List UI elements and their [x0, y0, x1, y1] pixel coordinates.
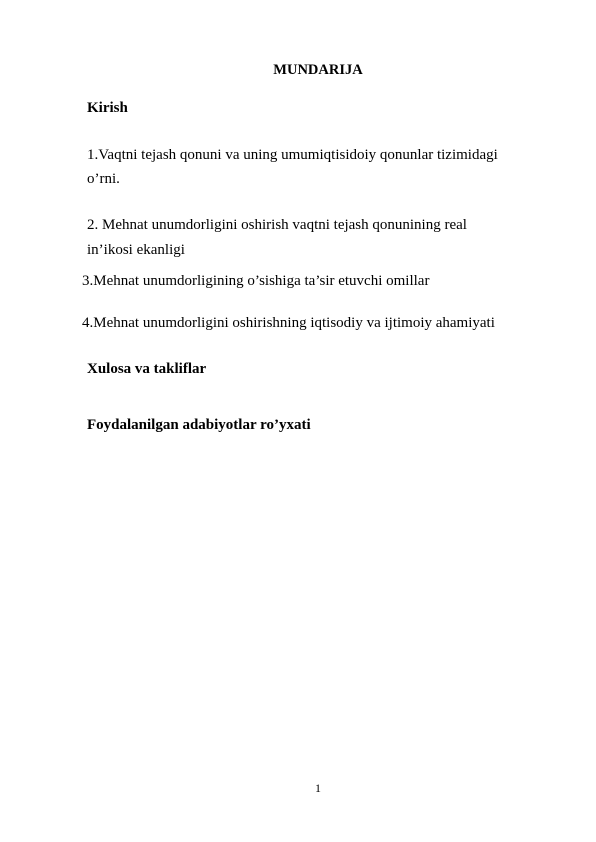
toc-item-2-line-1: 2. Mehnat unumdorligini oshirish vaqtni tejash qonunining real — [87, 217, 467, 233]
toc-intro: Kirish — [87, 100, 128, 116]
toc-item-1-line-1: 1.Vaqtni tejash qonuni va uning umumiqtisidoiy qonunlar tizimidagi — [87, 147, 498, 163]
toc-item-3: 3.Mehnat unumdorligining o’sishiga ta’sir etuvchi omillar — [82, 273, 430, 289]
toc-item-1-line-2: o’rni. — [87, 171, 120, 187]
toc-item-4: 4.Mehnat unumdorligini oshirishning iqtisodiy va ijtimoiy ahamiyati — [82, 315, 495, 331]
page-number: 1 — [315, 781, 321, 795]
toc-conclusion: Xulosa va takliflar — [87, 361, 207, 377]
toc-item-2-line-2: in’ikosi ekanligi — [87, 242, 185, 258]
page-title: MUNDARIJA — [273, 62, 363, 78]
toc-references: Foydalanilgan adabiyotlar ro’yxati — [87, 417, 311, 433]
